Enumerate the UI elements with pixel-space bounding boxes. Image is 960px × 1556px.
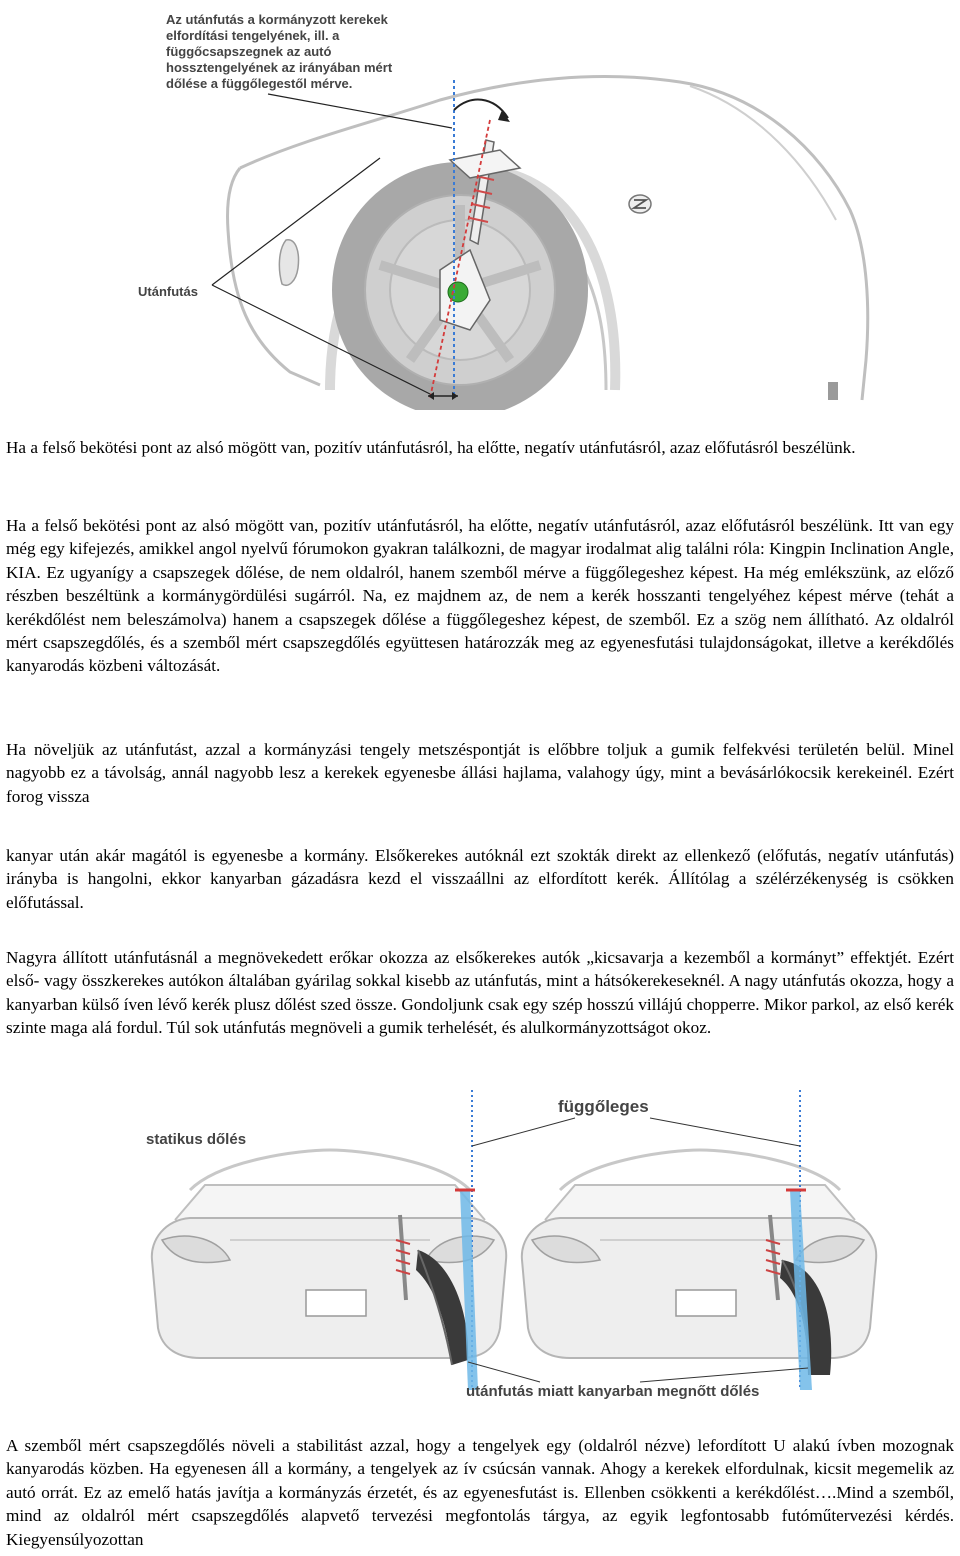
annotation-line-5: dőlése a függőlegestől mérve. (166, 76, 353, 91)
bottom-pointer-left (468, 1362, 540, 1382)
corner-mark (828, 382, 838, 400)
paragraph-6: A szemből mért csapszegdőlés növeli a stabilitást azzal, hogy a tengelyek egy (oldalról nézve) lefordított U alakú ívben mozognak kanyarodás közben. Ha egyenesen áll a kormány, a tengelyek az ív csúcsán vannak. Ahogy a kerekek elfordulnak, kicsit megemelik az autó orrát. Ez az emelő hatás javítja a kormányzás érzetét, és az egyenesfutást is. Ellenben csökkenti a kerékdőlést….Mind a szemből, mind az oldalról mért csapszegdőlés alapvető tervezési megfontolás tárgya, az egyik legfontosabb futóműtervezési kérdés. Kiegyensúlyozottan (6, 1436, 954, 1549)
vertical-label: függőleges (558, 1097, 649, 1116)
paragraph-2: Ha a felső bekötési pont az alsó mögött van, pozitív utánfutásról, ha előtte, negatív utánfutásról, azaz előfutásról beszélünk. Itt van egy még egy kifejezés, amikkel angol nyelvű fórumokon gyakran találkozni, de magyar irodalmat alig találni róla: Kingpin Inclination Angle, KIA. Ez ugyanígy a csapszegek dőlése, de nem oldalról, hanem szemből mérve a függőlegeshez képest. Ha még emlékszünk, az előző részben beszéltünk a kormánygördülési sugárról. Na, ez majdnem az, de nem a kerék hosszanti tengelyéhez képest mérve (tehát a kerékdőlést nem beleszámolva) hanem a csapszegek dőlése a függőlegeshez képest, de szemből. Ez a szög nem állítható. Az oldalról mért csapszegdőlés, és a szemből mért csapszegdőlés együttesen határozzák meg az egyenesfutási tulajdonságokat, illetve a kerékdőlés kanyarodás közbeni változását. (6, 516, 954, 676)
z-badge-icon (629, 195, 651, 213)
car-window-line (690, 86, 836, 220)
caster-label: Utánfutás (138, 284, 198, 299)
paragraph-3: Ha növeljük az utánfutást, azzal a kormányzási tengely metszéspontját is előbbre toljuk a gumik felfekvési területén belül. Minel nagyobb ez a távolság, annál nagyobb lesz a kerekek egyenesbe állási hajlama, valahogy úgy, mint a bevásárlókocsik kerekeinél. Ezért forog vissza (6, 740, 954, 806)
headlight (279, 240, 298, 285)
car-front-right (522, 1090, 876, 1390)
vertical-pointer-left (472, 1118, 575, 1146)
annotation-line-4: hossztengelyének az irányában mért (166, 60, 393, 75)
annotation-line-3: függőcsapszegnek az autó (166, 44, 332, 59)
camber-diagram (0, 1090, 960, 1410)
caster-diagram (0, 0, 960, 410)
car-bumper-outline (228, 168, 321, 385)
static-label: statikus dőlés (146, 1131, 247, 1148)
bottom-label: utánfutás miatt kanyarban megnőtt dőlés (466, 1383, 760, 1400)
annotation-line-1: Az utánfutás a kormányzott kerekek (166, 12, 388, 27)
caster-angle-arc (454, 100, 508, 118)
paragraph-4: kanyar után akár magától is egyenesbe a kormány. Elsőkerekes autóknál ezt szokták direkt az ellenkező (előfutás, negatív utánfutás) irányba is hangolni, ekkor kanyarban gázadásra kezd el visszaállni az elfordított kerék. Állítólag a szélérzékenység is csökken előfutással. (6, 846, 954, 912)
paragraph-5: Nagyra állított utánfutásnál a megnövekedett erőkar okozza az elsőkerekes autók „kicsavarja a kezemből a kormányt” effektjét. Ezért első- vagy összkerekes autókon általában gyárilag sokkal kisebb az utánfutás, mint a hátsókerekeseknél. A nagy utánfutás okozza, hogy a kanyarban külső íven lévő kerék plusz dőlést szed össze. Gondoljunk csak egy szép hosszú villájú chopperre. Mikor parkol, az első kerék szinte maga alá fordul. Túl sok utánfutás megnöveli a gumik terhelését, és alulkormányzottságot okoz. (6, 948, 954, 1038)
vertical-pointer-right (650, 1118, 800, 1146)
annotation-line-2: elfordítási tengelyének, ill. a (166, 28, 340, 43)
callout-line-3 (268, 94, 452, 128)
bottom-pointer-right (640, 1368, 808, 1382)
paragraph-1: Ha a felső bekötési pont az alsó mögött van, pozitív utánfutásról, ha előtte, negatív utánfutásról, azaz előfutásról beszélünk. (6, 438, 856, 457)
